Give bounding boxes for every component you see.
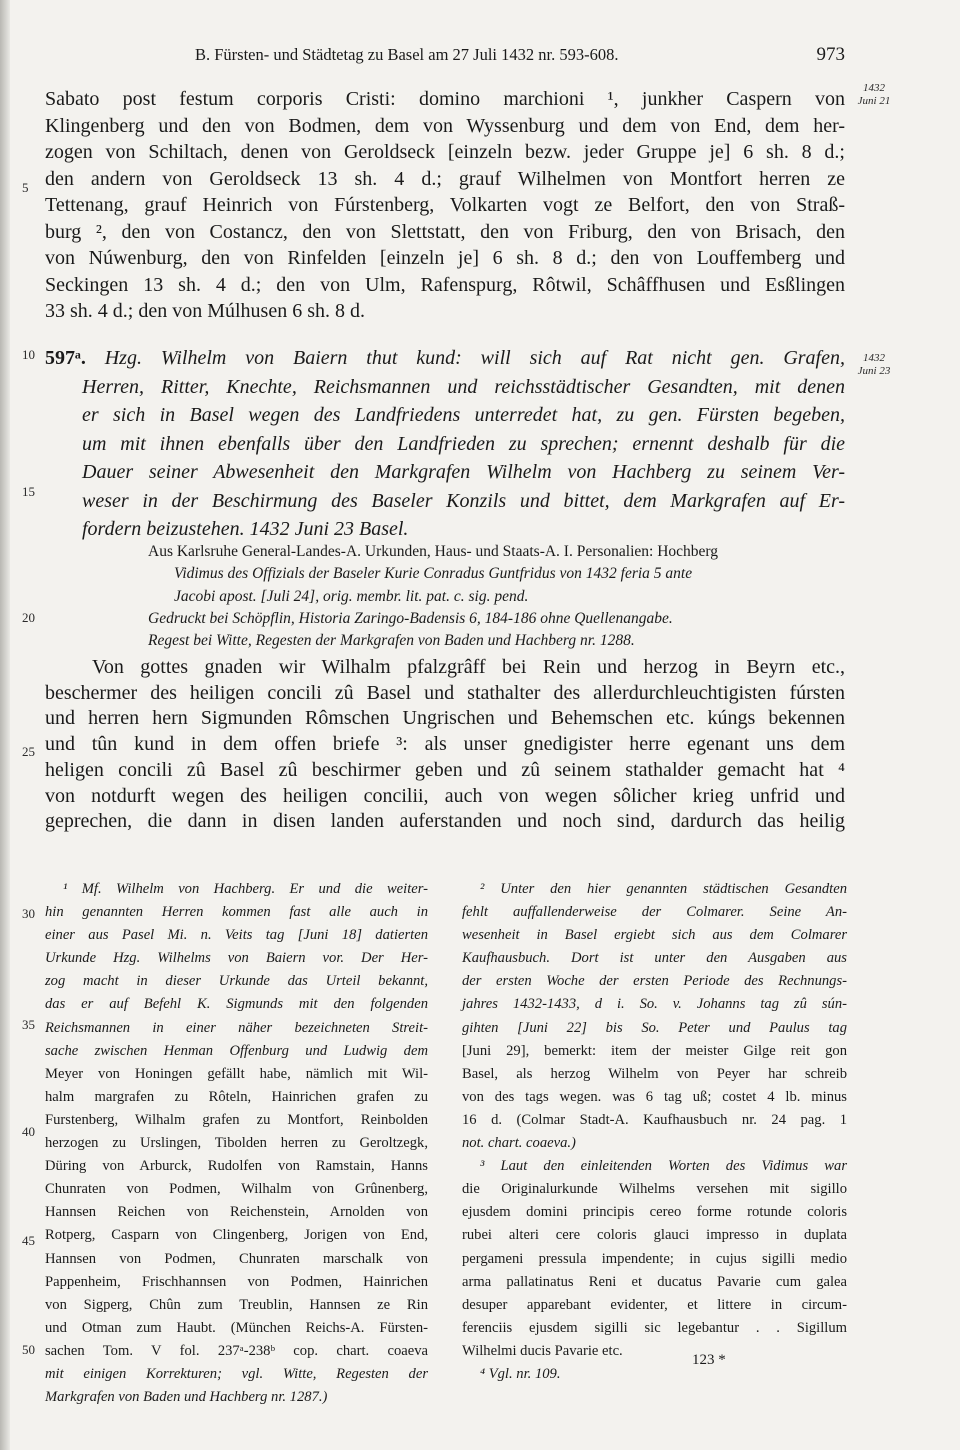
text-line: heligen concili zû Basel zû beschirmer geben und zû seinem stathalder gemacht hat ⁴ xyxy=(45,758,845,781)
footnote-line: der ersten Woche der ersten Periode des Rechnungs- xyxy=(462,973,847,990)
source-line: Aus Karlsruhe General-Landes-A. Urkunden, Haus- und Staats-A. I. Personalien: Hochberg xyxy=(148,543,719,560)
footnote-line: von des tags wegen. was 6 tag uß; costet 4 lb. minus xyxy=(462,1088,847,1105)
footnote-line: arma pallatinatus Reni et ducatus Pavarie cum galea xyxy=(462,1273,847,1290)
footnote-line: mit einigen Korrekturen; vgl. Witte, Regesten der xyxy=(45,1365,428,1382)
regest-summary xyxy=(45,344,845,544)
text-line: von Núwenburg, den von Rinfelden [einzeln je] 6 sh. 8 d.; den von Louffemberg und xyxy=(45,247,845,269)
footnote-line: und Otman zum Haubt. (München Reichs-A. Fürsten- xyxy=(45,1319,428,1336)
regest-line: um mit ihnen ebenfalls über den Landfrieden zu sprechen; ernennt deshalb für die xyxy=(82,432,845,455)
text-line: zogen von Schiltach, denen von Geroldseck [einzeln bezw. jeder Gruppe je] 6 sh. 8 d.; xyxy=(45,141,845,163)
source-line: Jacobi apost. [Juli 24], orig. membr. lit. pat. c. sig. pend. xyxy=(174,587,529,605)
line-number: 40 xyxy=(22,1124,35,1139)
regest-line-first xyxy=(45,344,845,373)
footnote-line: [Juni 29], bemerkt: item der meister Gilge reit gon xyxy=(462,1042,847,1059)
margin-date-year: 1432 xyxy=(863,352,885,364)
regest-line: er sich in Basel wegen des Landfriedens unterredet hat, zu gen. Fürsten begeben, xyxy=(82,404,845,426)
regest-number: 597ᵃ. xyxy=(45,347,86,369)
footnotes-left-column xyxy=(45,878,428,1409)
line-number: 45 xyxy=(22,1233,35,1248)
footnote-line: ejusdem domini principis cereo forme rotunde coloris xyxy=(462,1204,847,1221)
footnote-line: von Sigperg, Chûn zum Treublin, Hannsen ze Rin xyxy=(45,1296,428,1313)
footnote-line: Rotperg, Casparn von Clingenberg, Jorigen von End, xyxy=(45,1227,428,1244)
footnote-line: Meyer von Honingen gefällt habe, nämlich mit Wil- xyxy=(45,1065,428,1082)
footnotes-right-column xyxy=(462,878,847,1386)
footnote-line: Furstenberg, Wilhalm grafen zu Montfort, Reinbolden xyxy=(45,1111,428,1128)
text-line: beschermer des heiligen concili zû Basel und stathalter des allerdurchleuchtigisten fúrsten xyxy=(45,681,845,704)
margin-date-day: Juni 23 xyxy=(857,365,891,377)
footnote-line: ³ Laut den einleitenden Worten des Vidimus war xyxy=(480,1158,847,1175)
footnote-line: sachen Tom. V fol. 237ᵃ-238ᵇ cop. chart. coaeva xyxy=(45,1342,428,1359)
footnote-line: jahres 1432-1433, d i. So. v. Johanns tag zû sún- xyxy=(462,996,847,1013)
margin-date-day: Juni 21 xyxy=(857,95,891,107)
regest-line: weser in der Beschirmung des Baseler Konzils und bittet, dem Markgrafen auf Er- xyxy=(82,489,845,512)
footnote-line: zog macht in dieser Urkunde das Urteil bekannt, xyxy=(45,973,428,990)
line-number: 50 xyxy=(22,1342,35,1357)
footnote-line: Kaufhausbuch. Dort ist unter den Ausgaben aus xyxy=(462,950,847,967)
line-number: 5 xyxy=(22,180,29,195)
margin-date-2 xyxy=(844,352,904,378)
text-line: und herren hern Sigmunden Rômschen Ungrischen und Behemschen etc. kúngs bekennen xyxy=(45,707,845,730)
footnote-line: halm margrafen zu Rôteln, Hainrichen grafen zu xyxy=(45,1088,428,1105)
footnote-line: ¹ Mf. Wilhelm von Hachberg. Er und die weiter- xyxy=(63,881,428,897)
footnote-line: ⁴ Vgl. nr. 109. xyxy=(480,1365,561,1382)
footnote-line: 16 d. (Colmar Stadt-A. Kaufhausbuch nr. 24 pag. 1 xyxy=(462,1111,847,1128)
margin-date-1 xyxy=(844,82,904,108)
footnote-line: desuper apparebant evidenter, et littere in circum- xyxy=(462,1296,847,1313)
text-line: Sabato post festum corporis Cristi: domino marchioni ¹, junkher Caspern von xyxy=(45,88,845,110)
paragraph-payments xyxy=(45,86,845,325)
footnote-line: herzogen zu Urslingen, Tibolden herren zu Geroltzegk, xyxy=(45,1135,428,1152)
footnote-line: einer aus Pasel Mi. n. Veits tag [Juni 18] datierten xyxy=(45,927,428,944)
footnote-line: Pappenheim, Frischhannsen von Podmen, Hainrichen xyxy=(45,1273,428,1290)
footnote-line: Basel, als herzog Wilhelm von Peyer har schreib xyxy=(462,1065,847,1082)
regest-line: Dauer seiner Abwesenheit den Markgrafen Wilhelm von Hachberg zu seinem Ver- xyxy=(82,461,845,483)
line-number: 15 xyxy=(22,484,35,499)
footnote-line: Wilhelmi ducis Pavarie etc. xyxy=(462,1342,623,1359)
footnote-line: pergameni pressula impendente; in cujus sigilli medio xyxy=(462,1250,847,1267)
line-number: 35 xyxy=(22,1017,35,1032)
footnote-line: sache zwischen Henman Offenburg und Ludwig dem xyxy=(45,1042,428,1059)
regest-line: fordern beizustehen. 1432 Juni 23 Basel. xyxy=(82,518,409,540)
header-title: B. Fürsten- und Städtetag zu Basel am 27 Juli 1432 nr. 593-608. xyxy=(195,45,619,64)
running-header xyxy=(195,40,845,70)
text-line: geprechen, die dann in disen landen auferstanden und noch sind, dardurch das heilig xyxy=(45,810,845,833)
text-line: Tettenang, grauf Heinrich von Fúrstenberg, Volkarten vogt ze Belfort, den von Straß- xyxy=(45,194,845,216)
margin-date-year: 1432 xyxy=(863,82,885,94)
text-line: Klingenberg und den von Bodmen, dem von Wyssenburg und dem von End, dem her- xyxy=(45,114,845,137)
footnote-line: rubei alteri cere coloris glauci impresso in duplata xyxy=(462,1227,847,1244)
text-line: Seckingen 13 sh. 4 d.; den von Ulm, Rafenspurg, Rôtwil, Schâffhusen und Esßlingen xyxy=(45,273,845,296)
page-number: 973 xyxy=(816,44,845,65)
footnote-line: hin genannten Herren kommen fast alle auch in xyxy=(45,904,428,921)
line-number: 10 xyxy=(22,347,35,362)
footnote-line: ² Unter den hier genannten städtischen Gesandten xyxy=(480,881,847,897)
footnote-line: not. chart. coaeva.) xyxy=(462,1135,576,1152)
page-gutter-shadow xyxy=(0,0,10,1450)
footnote-line: fehlt auffallenderweise der Colmarer. Seine An- xyxy=(462,904,847,921)
footnote-line: wesenheit in Basel ergiebt sich aus dem Colmarer xyxy=(462,927,847,944)
text-line: 33 sh. 4 d.; den von Múlhusen 6 sh. 8 d. xyxy=(45,300,365,322)
footnote-line: Markgrafen von Baden und Hachberg nr. 1287.) xyxy=(45,1389,328,1406)
regest-line: Herren, Ritter, Knechte, Reichsmannen und reichsstädtischer Gesandten, mit denen xyxy=(82,375,845,398)
footnote-line: Hannsen von Podmen, Chunraten marschalk von xyxy=(45,1250,428,1267)
line-number: 20 xyxy=(22,610,35,625)
footnote-line: das er auf Befehl K. Sigmunds mit den folgenden xyxy=(45,996,428,1013)
footnote-line: Reichsmannen in einer näher bezeichneten Streit- xyxy=(45,1019,428,1036)
paragraph-charter-text xyxy=(45,655,845,835)
line-number: 30 xyxy=(22,906,35,921)
text-line: von notdurft wegen des heiligen concilii, auch von wegen sôlicher krieg unfrid und xyxy=(45,784,845,807)
footnote-line: Düring von Arburck, Rudolfen von Ramstain, Hanns xyxy=(45,1158,428,1175)
text-line: burg ², den von Costancz, den von Slettstatt, den von Friburg, den von Brisach, den xyxy=(45,220,845,243)
footnote-line: ferenciis ejusdem sigilli sic legebantur . . Sigillum xyxy=(462,1319,847,1336)
regest-text: Hzg. Wilhelm von Baiern thut kund: will sich auf Rat nicht gen. Grafen, xyxy=(104,347,845,369)
footnote-line: Urkunde Hzg. Wilhelms von Baiern vor. Der Her- xyxy=(45,950,428,967)
text-line: Von gottes gnaden wir Wilhalm pfalzgrâff bei Rein und herzog in Beyrn etc., xyxy=(92,656,845,678)
line-number: 25 xyxy=(22,744,35,759)
footnote-line: Chunraten von Podmen, Wilhalm von Grûnenberg, xyxy=(45,1181,428,1198)
signature-mark: 123 * xyxy=(692,1352,726,1368)
footnote-line: die Originalurkunde Wilhelms versehen mit sigillo xyxy=(462,1181,847,1198)
source-notes xyxy=(148,541,845,652)
source-line: Regest bei Witte, Regesten der Markgrafen von Baden und Hachberg nr. 1288. xyxy=(148,632,635,650)
source-line: Gedruckt bei Schöpflin, Historia Zaringo-Badensis 6, 184-186 ohne Quellenangabe. xyxy=(148,609,673,627)
text-line: den andern von Geroldseck 13 sh. 4 d.; grauf Wilhelmen von Montfort herren ze xyxy=(45,167,845,190)
source-line: Vidimus des Offizials der Baseler Kurie Conradus Guntfridus von 1432 feria 5 ante xyxy=(174,565,693,583)
footnote-line: Hannsen Reichen von Reichenstein, Arnolden von xyxy=(45,1204,428,1221)
text-line: und tûn kund in dem offen briefe ³: als unser gnedigister herre egenant uns dem xyxy=(45,733,845,756)
footnote-line: gihten [Juni 22] bis So. Peter und Paulus tag xyxy=(462,1019,847,1036)
